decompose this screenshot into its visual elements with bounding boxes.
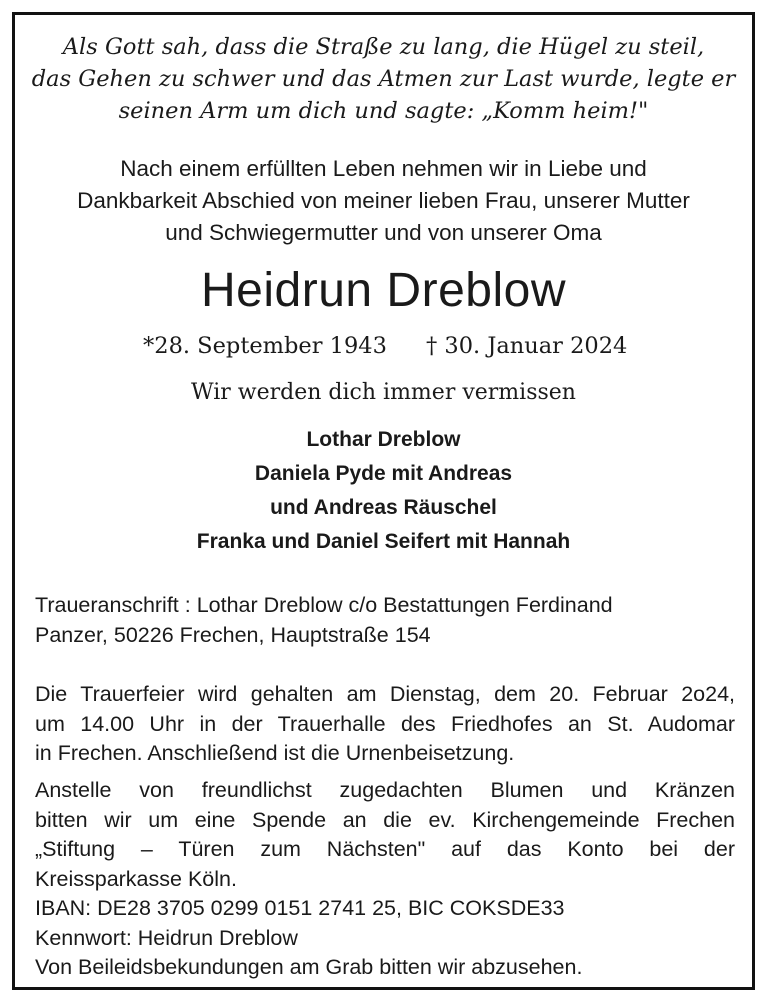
deceased-name: Heidrun Dreblow (201, 264, 566, 317)
family-member: Lothar Dreblow (306, 428, 461, 451)
family-member: und Andreas Räuschel (270, 496, 497, 519)
poem-line: Als Gott sah, dass die Straße zu lang, die Hügel zu steil, (62, 34, 705, 60)
intro-line: Nach einem erfüllten Leben nehmen wir in Liebe und (120, 156, 647, 181)
poem (15, 31, 752, 127)
donation-info (35, 776, 735, 983)
birth-date: *28. September 1943 (143, 333, 387, 359)
donation-line: „Stiftung – Türen zum Nächsten" auf das Konto bei der (35, 837, 735, 861)
donation-line: Kreissparkasse Köln. (35, 866, 237, 891)
ceremony-line: Die Trauerfeier wird gehalten am Dienstag, dem 20. Februar 2o24, (35, 682, 735, 706)
donation-keyword: Kennwort: Heidrun Dreblow (35, 925, 298, 950)
address-line: Traueranschrift : Lothar Dreblow c/o Bestattungen Ferdinand (35, 593, 613, 617)
obituary-frame (12, 12, 755, 990)
mourning-address (35, 591, 735, 650)
ceremony-line: in Frechen. Anschließend ist die Urnenbeisetzung. (35, 741, 515, 765)
family-member: Franka und Daniel Seifert mit Hannah (196, 530, 571, 553)
ceremony-info (35, 680, 735, 769)
death-date: † 30. Januar 2024 (426, 333, 628, 359)
ceremony-line: um 14.00 Uhr in der Trauerhalle des Friedhofes an St. Audomar (35, 711, 735, 736)
family-member: Daniela Pyde mit Andreas (254, 462, 513, 485)
poem-line: das Gehen zu schwer und das Atmen zur Last wurde, legte er (31, 66, 736, 92)
poem-line: seinen Arm um dich und sagte: „Komm heim!" (118, 98, 649, 124)
intro-line: und Schwiegermutter und von unserer Oma (165, 220, 602, 245)
address-line: Panzer, 50226 Frechen, Hauptstraße 154 (35, 622, 431, 647)
intro-text (15, 153, 752, 249)
intro-line: Dankbarkeit Abschied von meiner lieben Frau, unserer Mutter (77, 188, 690, 213)
donation-line: Anstelle von freundlichst zugedachten Blumen und Kränzen (35, 778, 735, 802)
farewell-line: Wir werden dich immer vermissen (191, 380, 576, 405)
donation-line: bitten wir um eine Spende an die ev. Kirchengemeinde Frechen (35, 807, 735, 832)
bank-details: IBAN: DE28 3705 0299 0151 2741 25, BIC COKSDE33 (35, 896, 565, 920)
condolence-note: Von Beileidsbekundungen am Grab bitten wir abzusehen. (35, 955, 583, 979)
family-list (15, 423, 752, 559)
